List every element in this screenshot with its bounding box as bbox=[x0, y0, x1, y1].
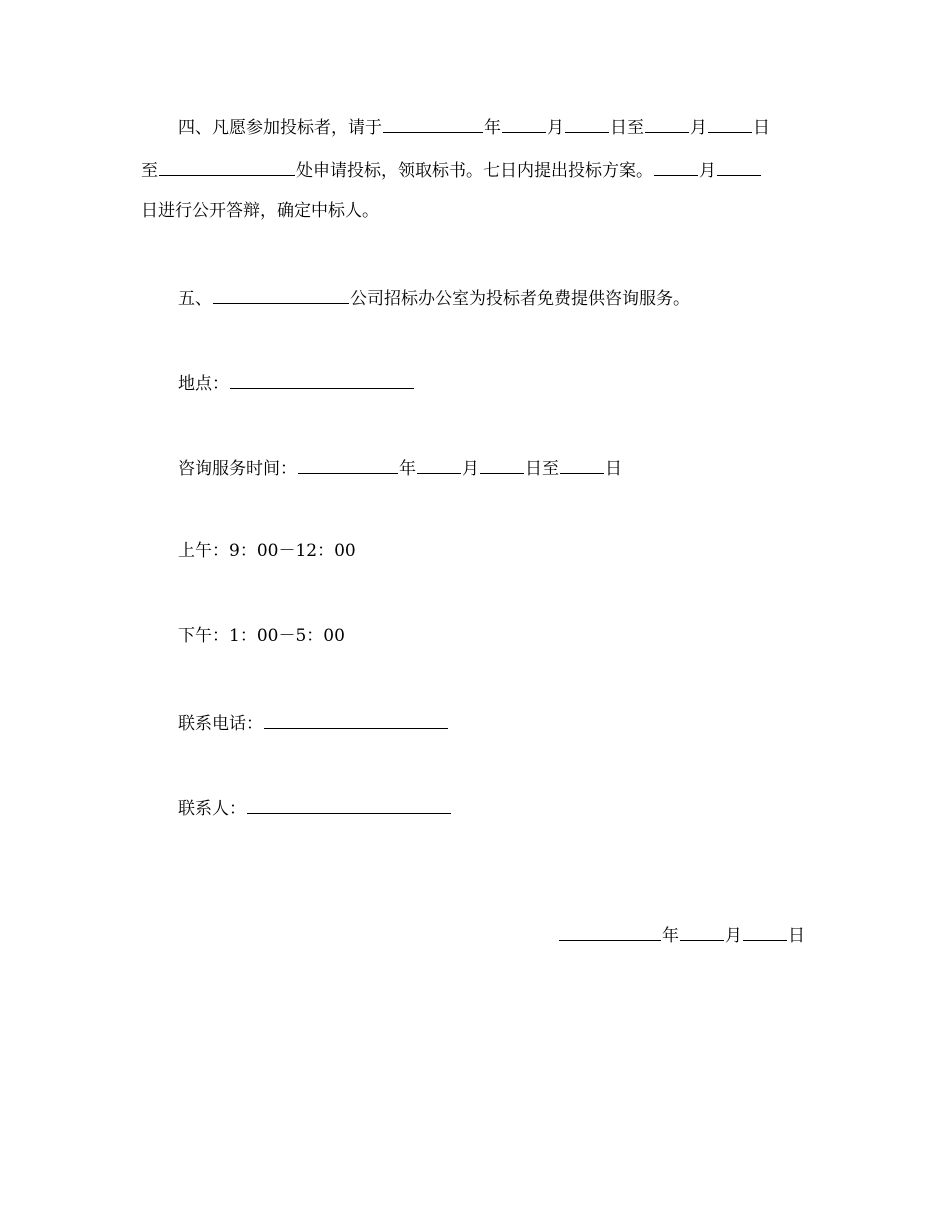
consult-day-blank bbox=[480, 455, 524, 474]
year-text: 年 bbox=[484, 118, 501, 138]
year-blank bbox=[383, 114, 483, 133]
month3-text: 月 bbox=[699, 161, 716, 181]
consult-day2-blank bbox=[560, 455, 604, 474]
afternoon-line bbox=[178, 625, 345, 647]
section4-line1 bbox=[178, 114, 770, 139]
sign-month-blank bbox=[680, 922, 724, 941]
sign-day-blank bbox=[743, 922, 787, 941]
phone-label: 联系电话： bbox=[178, 714, 263, 734]
day2-blank bbox=[708, 114, 752, 133]
phone-blank bbox=[264, 710, 448, 729]
month-blank bbox=[502, 114, 546, 133]
location-blank bbox=[230, 370, 414, 389]
location-label: 地点： bbox=[178, 374, 229, 394]
section4-line2 bbox=[141, 157, 762, 182]
afternoon-hours: 下午：1：00－5：00 bbox=[178, 626, 345, 646]
company-blank bbox=[213, 285, 349, 304]
section4-intro: 四、凡愿参加投标者，请于 bbox=[178, 118, 382, 138]
location-line bbox=[178, 370, 415, 395]
day-blank bbox=[565, 114, 609, 133]
sign-year-blank bbox=[559, 922, 661, 941]
sign-month-text: 月 bbox=[725, 926, 742, 946]
consult-day-to-text: 日至 bbox=[525, 459, 559, 479]
consult-time-line bbox=[178, 455, 622, 480]
sign-year-text: 年 bbox=[662, 926, 679, 946]
consult-time-label: 咨询服务时间： bbox=[178, 459, 297, 479]
contact-label: 联系人： bbox=[178, 799, 246, 819]
day2-text: 日 bbox=[753, 118, 770, 138]
contact-blank bbox=[247, 795, 451, 814]
defense-text: 日进行公开答辩，确定中标人。 bbox=[141, 201, 379, 221]
section5-number: 五、 bbox=[178, 289, 212, 309]
section5-line bbox=[178, 285, 690, 310]
place-blank bbox=[159, 157, 295, 176]
section5-text: 公司招标办公室为投标者免费提供咨询服务。 bbox=[350, 289, 690, 309]
day3-blank bbox=[717, 157, 761, 176]
morning-hours: 上午：9：00－12：00 bbox=[178, 541, 356, 561]
apply-text: 处申请投标，领取标书。七日内提出投标方案。 bbox=[296, 161, 653, 181]
month2-blank bbox=[645, 114, 689, 133]
section4-line3 bbox=[141, 200, 379, 222]
consult-year-text: 年 bbox=[399, 459, 416, 479]
contact-line bbox=[178, 795, 452, 820]
month-text: 月 bbox=[547, 118, 564, 138]
month3-blank bbox=[654, 157, 698, 176]
consult-year-blank bbox=[298, 455, 398, 474]
consult-day-text: 日 bbox=[605, 459, 622, 479]
consult-month-blank bbox=[417, 455, 461, 474]
phone-line bbox=[178, 710, 449, 735]
day-to-text: 日至 bbox=[610, 118, 644, 138]
to-text: 至 bbox=[141, 161, 158, 181]
morning-line bbox=[178, 540, 356, 562]
month2-text: 月 bbox=[690, 118, 707, 138]
signature-date-line bbox=[558, 922, 805, 947]
sign-day-text: 日 bbox=[788, 926, 805, 946]
consult-month-text: 月 bbox=[462, 459, 479, 479]
